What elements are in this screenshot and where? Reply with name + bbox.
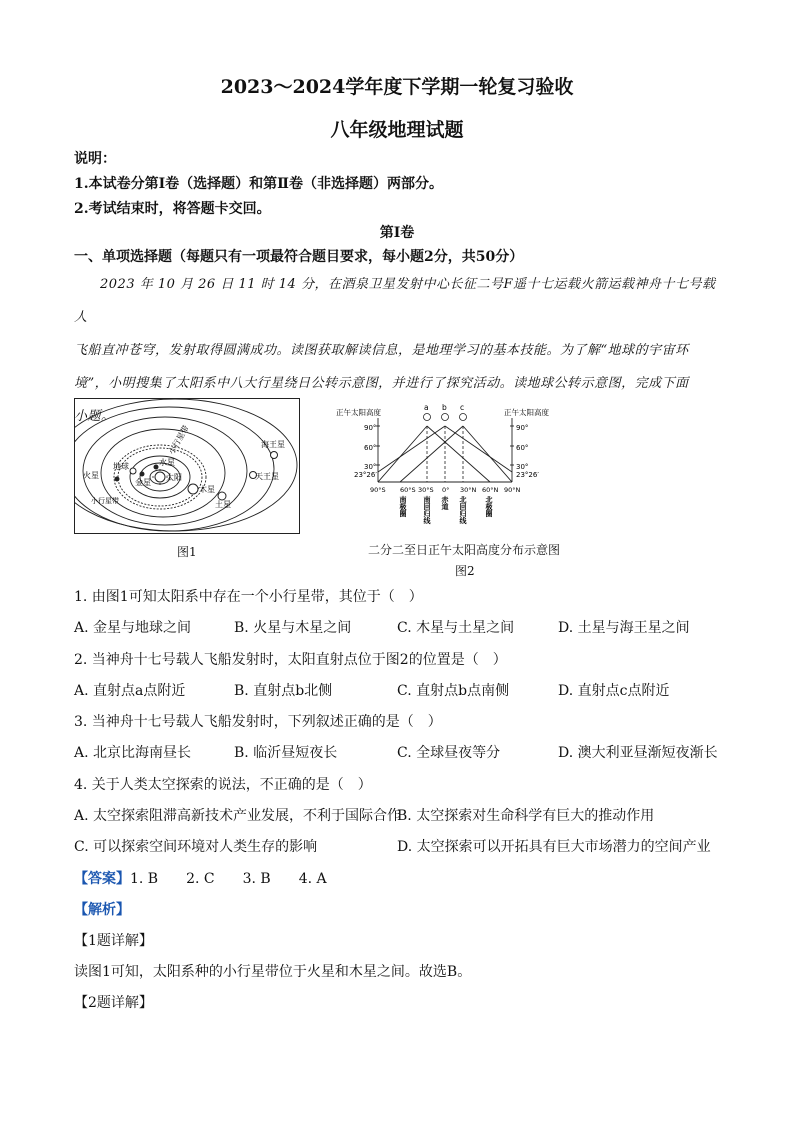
question-4-option-d: D. 太空探索可以开拓具有巨大市场潜力的空间产业 (397, 839, 711, 855)
fig1-label-mercury: 水星 (159, 458, 175, 467)
fig2-x-90s: 90°S (370, 486, 386, 494)
analysis-line (74, 899, 130, 919)
fig2-left-axis-title: 正午太阳高度 (336, 408, 381, 417)
fig2-name-tropic-cancer: 北回归线 (459, 496, 467, 524)
fig1-label-asteroid-belt: 小行星带 (166, 423, 191, 456)
question-2-stem: 2. 当神舟十七号载人飞船发射时，太阳直射点位于图2的位置是（ ） (74, 652, 507, 668)
question-2-option-c: C. 直射点b点南侧 (397, 683, 510, 699)
passage-line-3: 境”，小明搜集了太阳系中八大行星绕日公转示意图，并进行了探究活动。读地球公转示意图，完成下面 (74, 376, 689, 391)
fig2-x-0: 0° (442, 486, 450, 494)
question-2-option-a: A. 直射点a点附近 (74, 683, 186, 699)
question-4-option-a: A. 太空探索阻滞高新技术产业发展，不利于国际合作 (74, 808, 402, 824)
fig2-name-tropic-capricorn: 南回归线 (423, 496, 431, 524)
passage-line-2: 飞船直冲苍穹，发射取得圆满成功。读图获取解读信息，是地理学习的基本技能。为了解“地球的宇宙环 (74, 343, 689, 358)
fig2-right-tick-60: 60° (516, 444, 529, 452)
fig2-left-tick-90: 90° (364, 424, 377, 432)
analysis-tag: 【解析】 (74, 902, 130, 918)
figure1-drawing (75, 399, 301, 535)
question-3-option-b: B. 临沂昼短夜长 (234, 745, 338, 761)
fig1-label-inner-belt: 小行星带 (91, 497, 119, 505)
figure2-caption: 图2 (455, 564, 475, 578)
fig2-sun-a: a (424, 404, 429, 412)
instruction-item-1: 1.本试卷分第Ⅰ卷（选择题）和第Ⅱ卷（非选择题）两部分。 (74, 176, 443, 192)
figure2-top-caption: 二分二至日正午太阳高度分布示意图 (368, 543, 561, 557)
question-3-option-d: D. 澳大利亚昼渐短夜渐长 (558, 745, 718, 761)
exam-subtitle: 八年级地理试题 (330, 119, 464, 141)
question-4-stem: 4. 关于人类太空探索的说法，不正确的是（ ） (74, 777, 372, 793)
fig2-x-60s: 60°S (400, 486, 416, 494)
question-3-option-c: C. 全球昼夜等分 (397, 745, 501, 761)
question-1-stem: 1. 由图1可知太阳系中存在一个小行星带，其位于（ ） (74, 589, 423, 605)
fig1-label-neptune: 海王星 (261, 440, 285, 449)
fig2-left-tick-60: 60° (364, 444, 377, 452)
exam-title: 2023～2024学年度下学期一轮复习验收 (220, 76, 574, 98)
fig2-x-60n: 60°N (482, 486, 499, 494)
fig2-name-arctic-circle: 北极圈 (485, 496, 493, 517)
fig2-name-equator: 赤道 (441, 496, 449, 510)
fig2-right-tick-30: 30° (516, 463, 529, 471)
volume-title: 第Ⅰ卷 (379, 225, 415, 241)
fig2-x-90n: 90°N (504, 486, 521, 494)
figure2-noon-sun-altitude (336, 404, 572, 532)
question-3-option-a: A. 北京比海南昼长 (74, 745, 192, 761)
fig1-label-venus: 金星 (135, 478, 151, 487)
fig2-name-antarctic-circle: 南极圈 (399, 496, 407, 517)
instruction-item-2: 2.考试结束时，将答题卡交回。 (74, 201, 271, 217)
instructions-label: 说明： (74, 151, 116, 167)
fig2-sun-c: c (460, 404, 465, 412)
q1-detail-text: 读图1可知，太阳系种的小行星带位于火星和木星之间。故选B。 (74, 964, 472, 980)
answer-line (74, 868, 327, 888)
question-3-stem: 3. 当神舟十七号载人飞船发射时，下列叙述正确的是（ ） (74, 714, 442, 730)
fig2-left-tick-2326: 23°26′ (354, 471, 377, 479)
question-4-option-b: B. 太空探索对生命科学有巨大的推动作用 (397, 808, 655, 824)
fig1-label-mars: 火星 (83, 471, 99, 480)
fig2-sun-b: b (442, 404, 447, 412)
question-1-option-b: B. 火星与木星之间 (234, 620, 352, 636)
question-1-option-c: C. 木星与土星之间 (397, 620, 515, 636)
question-2-option-d: D. 直射点c点附近 (558, 683, 670, 699)
fig2-left-tick-30: 30° (364, 463, 377, 471)
fig2-x-30n: 30°N (460, 486, 477, 494)
question-4-option-c: C. 可以探索空间环境对人类生存的影响 (74, 839, 318, 855)
fig1-label-saturn: 土星 (215, 500, 231, 509)
figure2-drawing (336, 404, 572, 532)
q2-detail-title: 【2题详解】 (74, 995, 153, 1011)
question-1-option-d: D. 土星与海王星之间 (558, 620, 690, 636)
q1-detail-title: 【1题详解】 (74, 933, 153, 949)
fig1-label-jupiter: 木星 (199, 485, 215, 494)
fig1-label-sun: 太阳 (166, 473, 182, 482)
passage-line-4: 小题。 (74, 409, 115, 424)
passage-line-1: 2023 年 10 月 26 日 11 时 14 分，在酒泉卫星发射中心长征二号F遥十七运载火箭运载神舟十七号载人 (74, 277, 716, 325)
fig2-x-30s: 30°S (418, 486, 434, 494)
fig2-right-axis-title: 正午太阳高度 (504, 408, 549, 417)
question-1-option-a: A. 金星与地球之间 (74, 620, 192, 636)
part-title: 一、单项选择题（每题只有一项最符合题目要求，每小题2分，共50分） (74, 249, 524, 265)
fig2-right-tick-2326: 23°26′ (516, 471, 539, 479)
fig2-right-tick-90: 90° (516, 424, 529, 432)
fig1-label-uranus: 天王星 (255, 472, 279, 481)
answer-values: 1. B 2. C 3. B 4. A (130, 871, 327, 887)
figure1-caption: 图1 (177, 545, 197, 559)
figure1-solar-system (74, 398, 300, 534)
answer-tag: 【答案】 (74, 871, 130, 887)
question-2-option-b: B. 直射点b北侧 (234, 683, 333, 699)
fig1-label-earth: 地球 (113, 462, 129, 471)
